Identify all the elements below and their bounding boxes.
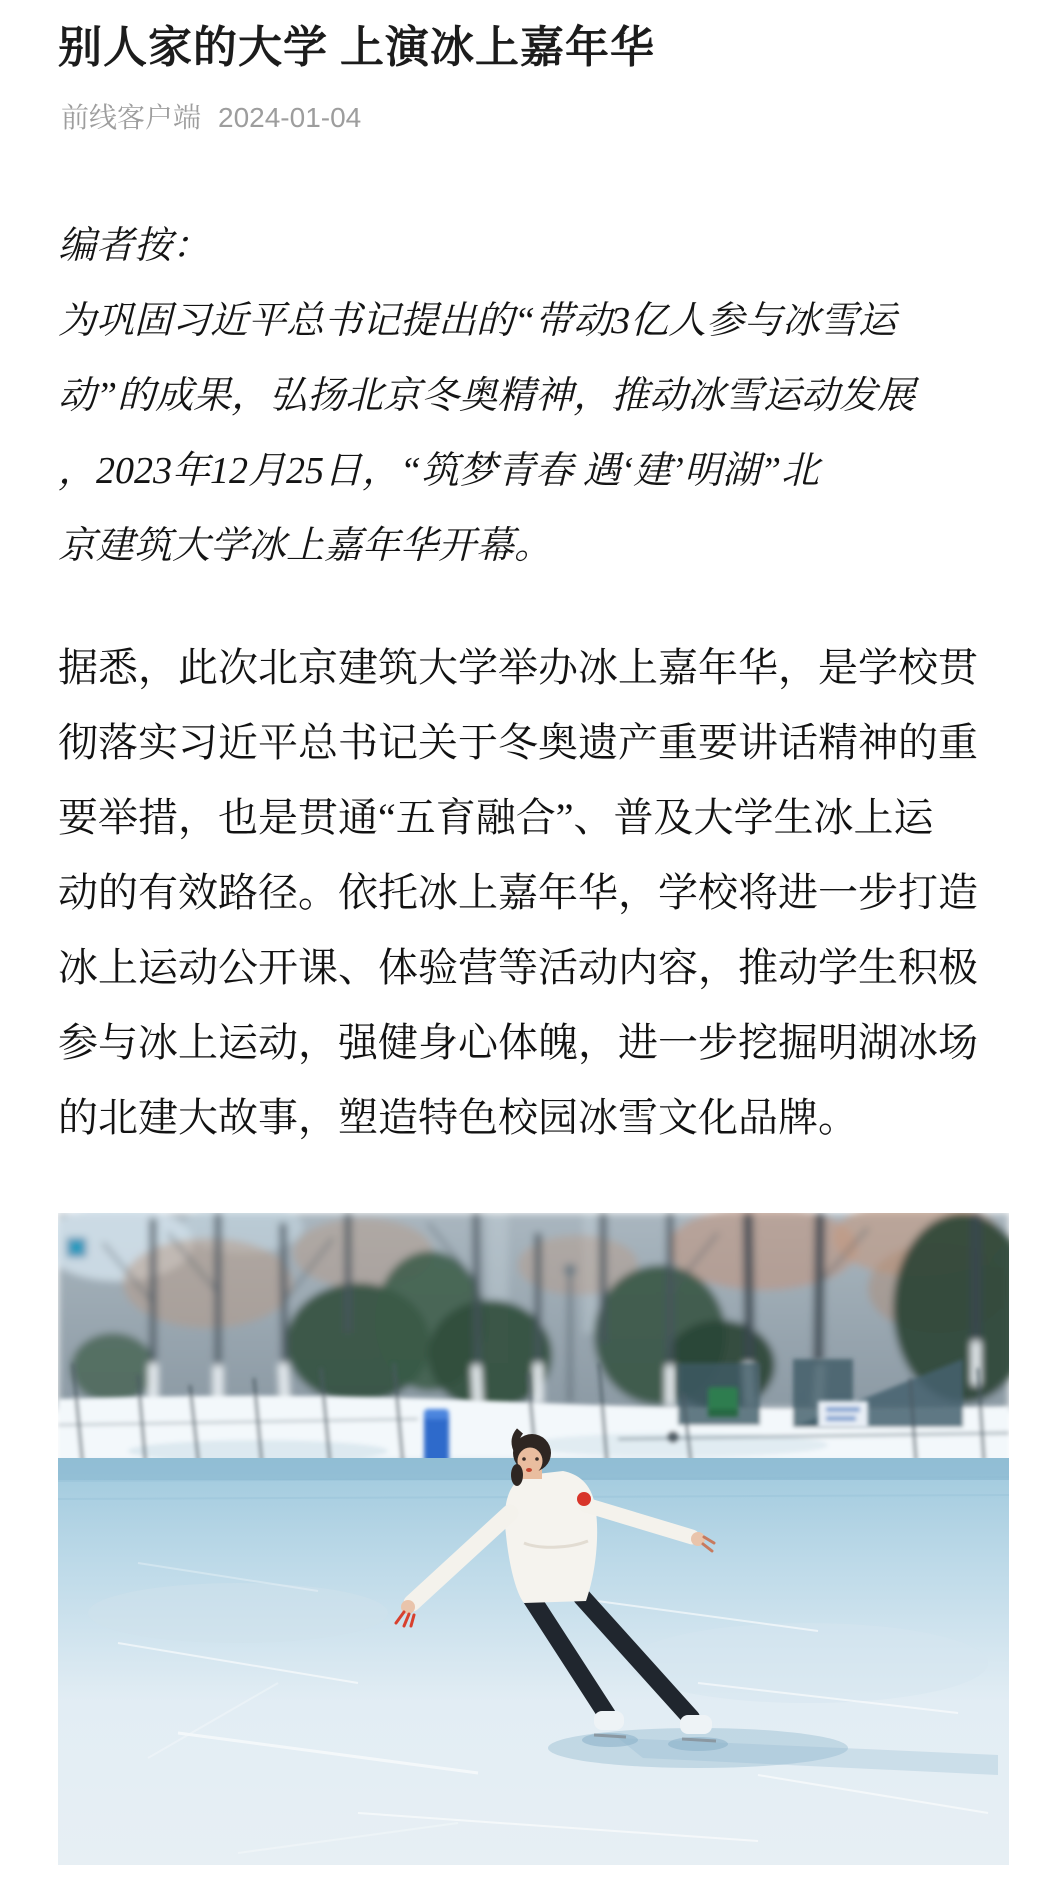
text-line: 冰上运动公开课、体验营等活动内容，推动学生积极 xyxy=(58,945,978,990)
tree-band xyxy=(58,1213,1009,1410)
article-title: 别人家的大学 上演冰上嘉年华 xyxy=(58,23,655,72)
text-line: 的北建大故事，塑造特色校园冰雪文化品牌。 xyxy=(58,1095,858,1140)
editor-note-label: 编者按： xyxy=(58,225,211,267)
rink-sign xyxy=(818,1401,868,1428)
text-line: ，2023年12月25日，“筑梦青春 遇‘建’明湖”北 xyxy=(58,450,820,492)
article-source: 前线客户端 xyxy=(61,102,202,133)
trash-bin-green xyxy=(708,1387,738,1417)
text-line: 动的有效路径。依托冰上嘉年华，学校将进一步打造 xyxy=(58,870,978,915)
text-line: 彻落实习近平总书记关于冬奥遗产重要讲话精神的重 xyxy=(58,720,978,765)
text-line: 动”的成果，弘扬北京冬奥精神，推动冰雪运动发展 xyxy=(58,375,916,417)
trash-bin-blue xyxy=(424,1409,449,1464)
editor-note-text xyxy=(58,284,1009,584)
text-line: 据悉，此次北京建筑大学举办冰上嘉年华，是学校贯 xyxy=(58,645,978,690)
skating-photo-illustration xyxy=(58,1213,1009,1865)
article-byline xyxy=(61,101,361,135)
text-line: 为巩固习近平总书记提出的“带动3亿人参与冰雪运 xyxy=(58,300,897,342)
article-date: 2024-01-04 xyxy=(218,102,362,133)
article-body xyxy=(58,630,1009,1155)
text-line: 要举措，也是贯通“五育融合”、普及大学生冰上运 xyxy=(58,795,934,840)
text-line: 京建筑大学冰上嘉年华开幕。 xyxy=(58,525,553,567)
chest-badge xyxy=(577,1492,591,1506)
article-photo xyxy=(58,1213,1009,1865)
editor-note xyxy=(58,209,1009,584)
text-line: 参与冰上运动，强健身心体魄，进一步挖掘明湖冰场 xyxy=(58,1020,978,1065)
